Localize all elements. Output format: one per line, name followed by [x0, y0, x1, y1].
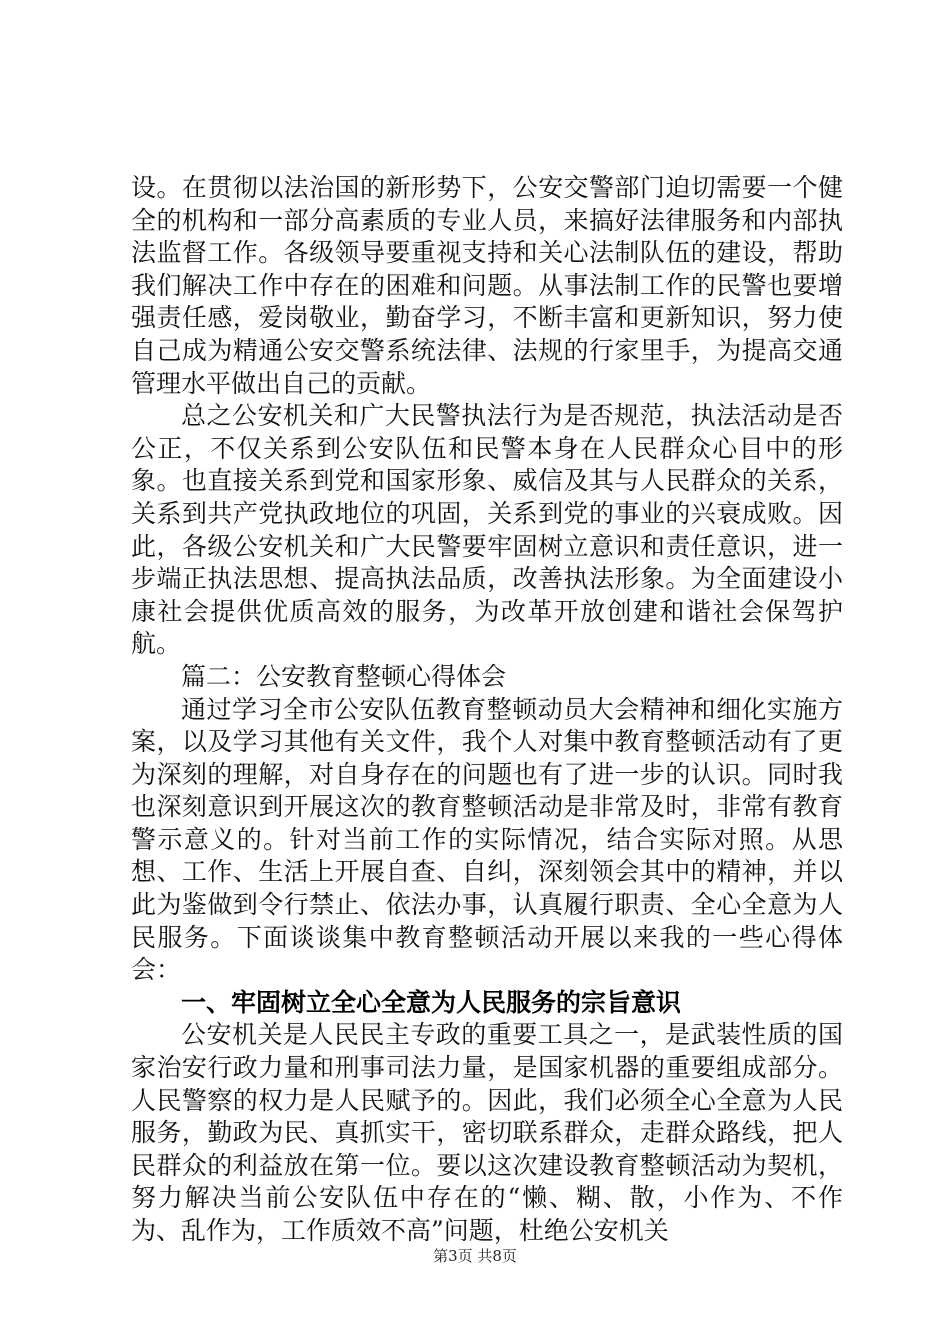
paragraph-continuation: 设。在贯彻以法治国的新形势下，公安交警部门迫切需要一个健全的机构和一部分高素质的专业人员，来搞好法律服务和内部执法监督工作。各级领导要重视支持和关心法制队伍的建设，帮助我们解决工作中存在的困难和问题。从事法制工作的民警也要增强责任感，爱岗敬业，勤奋学习，不断丰富和更新知识，努力使自己成为精通公安交警系统法律、法规的行家里手，为提高交通管理水平做出自己的贡献。 [131, 173, 843, 398]
paragraph-section-one: 公安机关是人民民主专政的重要工具之一，是武装性质的国家治安行政力量和刑事司法力量，是国家机器的重要组成部分。人民警察的权力是人民赋予的。因此，我们必须全心全意为人民服务，勤政为民、真抓实干，密切联系群众，走群众路线，把人民群众的利益放在第一位。要以这次建设教育整顿活动为契机，努力解决当前公安队伍中存在的“懒、糊、散，小作为、不作为、乱作为，工作质效不高”问题，杜绝公安机关 [131, 1020, 843, 1245]
section-heading-one: 一、牢固树立全心全意为人民服务的宗旨意识 [181, 987, 682, 1017]
paragraph-intro: 通过学习全市公安队伍教育整顿动员大会精神和细化实施方案，以及学习其他有关文件，我个人对集中教育整顿活动有了更为深刻的理解，对自身存在的问题也有了进一步的认识。同时我也深刻意识到开展这次的教育整顿活动是非常及时，非常有教育警示意义的。针对当前工作的实际情况，结合实际对照。从思想、工作、生活上开展自查、自纠，深刻领会其中的精神，并以此为鉴做到令行禁止、依法办事，认真履行职责、全心全意为人民服务。下面谈谈集中教育整顿活动开展以来我的一些心得体会： [131, 694, 843, 985]
paragraph-conclusion: 总之公安机关和广大民警执法行为是否规范，执法活动是否公正，不仅关系到公安队伍和民警本身在人民群众心目中的形象。也直接关系到党和国家形象、威信及其与人民群众的关系，关系到共产党执政地位的巩固，关系到党的事业的兴衰成败。因此，各级公安机关和广大民警要牢固树立意识和责任意识，进一步端正执法思想、提高执法品质，改善执法形象。为全面建设小康社会提供优质高效的服务，为改革开放创建和谐社会保驾护航。 [131, 401, 843, 659]
document-body [131, 172, 843, 1248]
page-number-footer: 第3页 共8页 [433, 1247, 517, 1265]
section-title-part-two: 篇二：公安教育整顿心得体会 [181, 661, 507, 691]
